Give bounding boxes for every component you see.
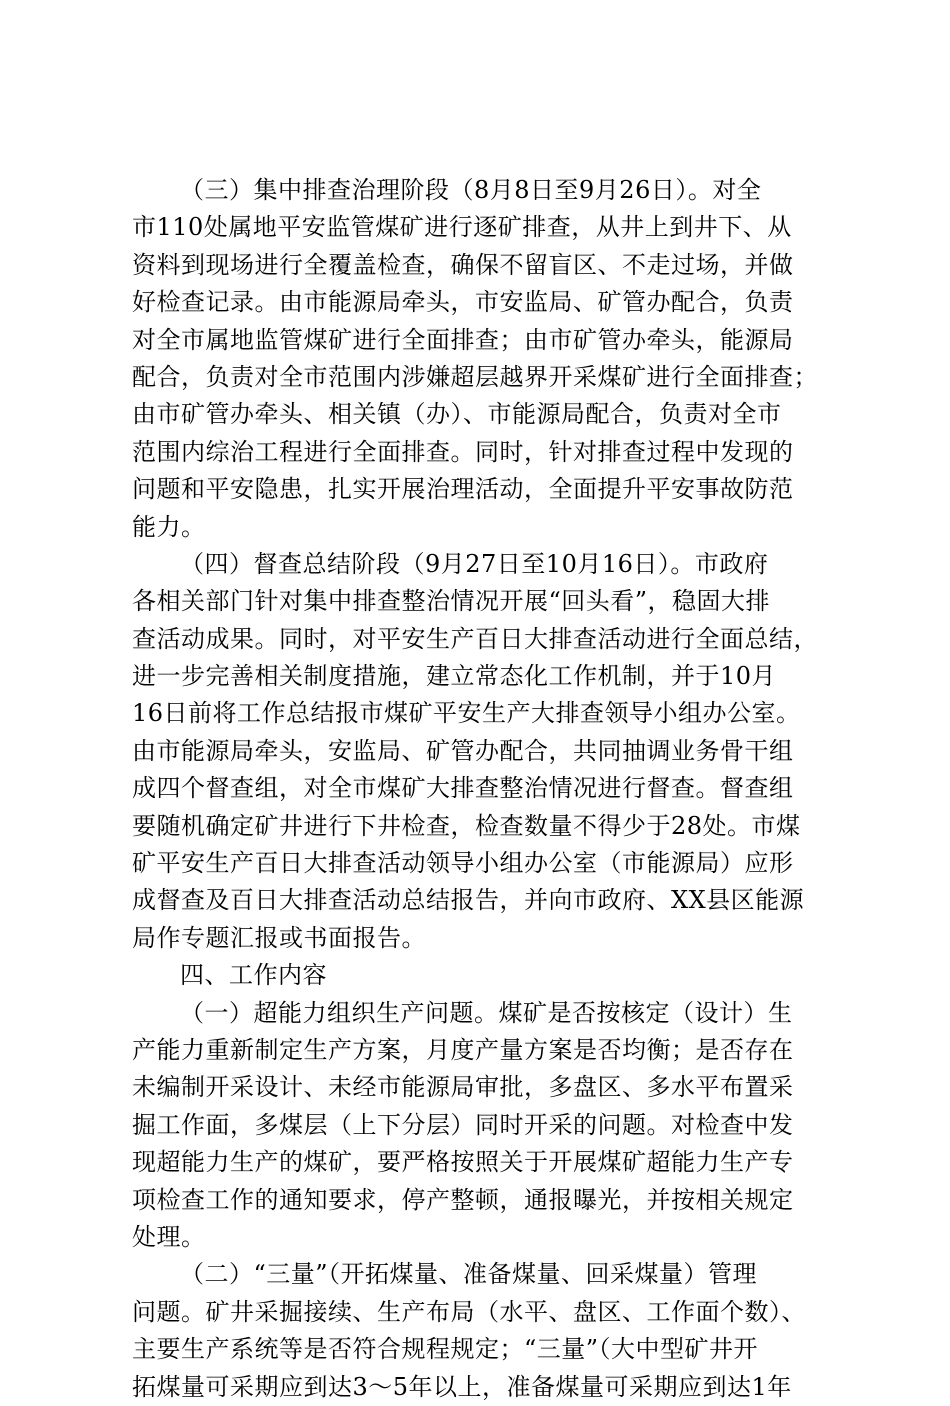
text-line: （一）超能力组织生产问题。煤矿是否按核定（设计）生 xyxy=(180,998,793,1027)
text-line: 查活动成果。同时，对平安生产百日大排查活动进行全面总结， xyxy=(132,624,818,653)
text-line: 现超能力生产的煤矿，要严格按照关于开展煤矿超能力生产专 xyxy=(132,1148,794,1177)
text-line: 四、工作内容 xyxy=(180,961,327,990)
text-line: 矿平安生产百日大排查活动领导小组办公室（市能源局）应形 xyxy=(132,849,794,878)
text-line: 未编制开采设计、未经市能源局审批，多盘区、多水平布置采 xyxy=(132,1073,794,1102)
text-line: 好检查记录。由市能源局牵头，市安监局、矿管办配合，负责 xyxy=(132,288,794,317)
text-line: 16日前将工作总结报市煤矿平安生产大排查领导小组办公室。 xyxy=(132,699,801,728)
text-line: 项检查工作的通知要求，停产整顿，通报曝光，并按相关规定 xyxy=(132,1185,794,1214)
text-line: 要随机确定矿井进行下井检查，检查数量不得少于28处。市煤 xyxy=(132,811,801,840)
text-line: （三）集中排查治理阶段（8月8日至9月26日）。对全 xyxy=(180,176,762,204)
text-line: （二）“三量”（开拓煤量、准备煤量、回采煤量）管理 xyxy=(180,1260,758,1289)
text-line: 由市能源局牵头，安监局、矿管办配合，共同抽调业务骨干组 xyxy=(132,736,794,765)
text-line: 问题和平安隐患，扎实开展治理活动，全面提升平安事故防范 xyxy=(132,475,794,504)
text-line: 各相关部门针对集中排查整治情况开展“回头看”，稳固大排 xyxy=(132,587,771,616)
document-body xyxy=(132,172,832,1406)
text-line: 局作专题汇报或书面报告。 xyxy=(132,923,426,952)
text-line: 市110处属地平安监管煤矿进行逐矿排查，从井上到井下、从 xyxy=(132,213,792,242)
text-line: 配合，负责对全市范围内涉嫌超层越界开采煤矿进行全面排查； xyxy=(132,362,818,391)
text-line: 问题。矿井采掘接续、生产布局（水平、盘区、工作面个数）、 xyxy=(132,1297,806,1326)
text-line: 掘工作面，多煤层（上下分层）同时开采的问题。对检查中发 xyxy=(132,1110,794,1139)
text-line: 产能力重新制定生产方案，月度产量方案是否均衡；是否存在 xyxy=(132,1035,794,1064)
text-line: 对全市属地监管煤矿进行全面排查；由市矿管办牵头，能源局 xyxy=(132,325,794,354)
text-line: 处理。 xyxy=(132,1222,206,1251)
text-line: 进一步完善相关制度措施，建立常态化工作机制，并于10月 xyxy=(132,662,777,691)
text-line: 能力。 xyxy=(132,512,206,541)
text-line: （四）督查总结阶段（9月27日至10月16日）。市政府 xyxy=(180,549,769,578)
text-line: 范围内综治工程进行全面排查。同时，针对排查过程中发现的 xyxy=(132,437,794,466)
text-line: 成督查及百日大排查活动总结报告，并向市政府、XX县区能源 xyxy=(132,886,805,915)
text-line: 由市矿管办牵头、相关镇（办）、市能源局配合，负责对全市 xyxy=(132,400,782,429)
text-line: 拓煤量可采期应到达3～5年以上，准备煤量可采期应到达1年 xyxy=(132,1372,792,1401)
text-line: 主要生产系统等是否符合规程规定；“三量”（大中型矿井开 xyxy=(132,1335,759,1364)
text-line: 资料到现场进行全覆盖检查，确保不留盲区、不走过场，并做 xyxy=(132,250,794,279)
text-line: 成四个督查组，对全市煤矿大排查整治情况进行督查。督查组 xyxy=(132,774,794,803)
